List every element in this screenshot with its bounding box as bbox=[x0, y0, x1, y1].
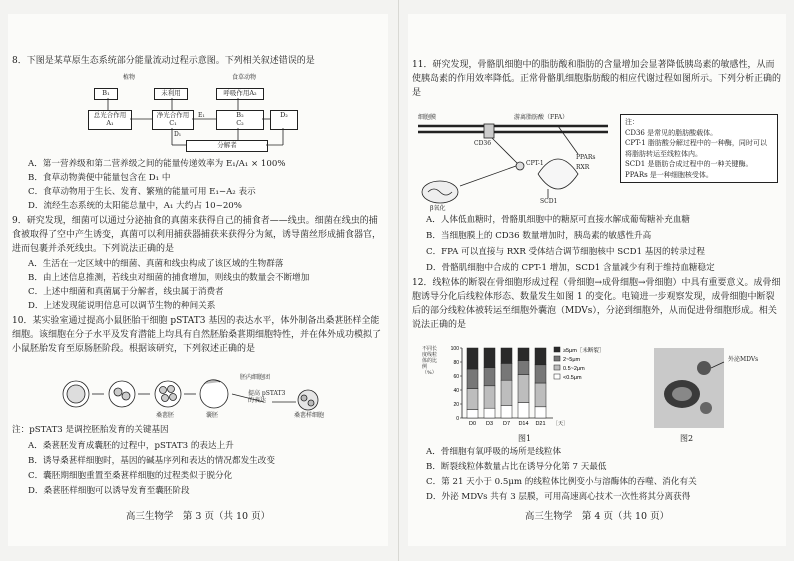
bar-segment bbox=[535, 383, 546, 407]
q10-diagram bbox=[8, 372, 388, 422]
q8-option-b: B．食草动物粪便中能量包含在 D₁ 中 bbox=[28, 173, 171, 183]
q8-stem: 8．下图是某草原生态系统部分能量流动过程示意图。下列相关叙述错误的是 bbox=[12, 56, 315, 66]
unused-box: 未利用 bbox=[154, 88, 188, 100]
q11-option-a: A．人体低血糖时，骨骼肌细胞中的糖原可直接水解成葡萄糖补充血糖 bbox=[426, 215, 691, 225]
b1-box: B₁ bbox=[94, 88, 118, 100]
bar-segment bbox=[484, 348, 495, 368]
q10-option-a: A．桑葚胚发育成囊胚的过程中，pSTAT3 的表达上升 bbox=[28, 441, 234, 451]
cpt1-label: CPT-1 bbox=[526, 160, 544, 167]
q11-option-b: B．当细胞膜上的 CD36 数量增加时，胰岛素的敏感性升高 bbox=[426, 231, 652, 241]
q12-option-c: C．第 21 天小于 0.5μm 的线粒体比例变小与溶酶体的吞噬、消化有关 bbox=[426, 477, 697, 487]
bar-segment bbox=[467, 410, 478, 418]
bar-segment bbox=[484, 386, 495, 408]
x-tick-label: D3 bbox=[485, 421, 494, 427]
x-tick-label: D0 bbox=[468, 421, 477, 427]
like-cell-label: 桑葚样细胞 bbox=[294, 412, 325, 419]
q9-option-a: A．生活在一定区域中的细菌、真菌和线虫构成了该区域的生物群落 bbox=[28, 259, 284, 269]
plant-label: 植物 bbox=[123, 74, 136, 81]
legend-swatch bbox=[554, 356, 560, 361]
d2-box: D₂ bbox=[270, 110, 298, 130]
q11-note-line: PPARs 是一种细胞核受体。 bbox=[625, 170, 713, 179]
legend-entry: 0.5~2μm bbox=[563, 366, 585, 372]
y-tick-label: 0 bbox=[456, 416, 459, 422]
resp-box: 呼吸作用A₂ bbox=[216, 88, 264, 100]
y-tick-label: 100 bbox=[450, 346, 459, 352]
q11-diagram bbox=[408, 14, 788, 124]
bar-segment bbox=[501, 348, 512, 363]
bar-segment bbox=[535, 348, 546, 365]
mito-label: β氧化 bbox=[430, 205, 446, 212]
bar-segment bbox=[467, 389, 478, 410]
q8-arrows bbox=[8, 14, 388, 164]
fig1-caption: 图1 bbox=[518, 434, 532, 443]
q11-option-d: D．骨骼肌细胞中合成的 CPT-1 增加，SCD1 含量减少有利于维持血糖稳定 bbox=[426, 263, 715, 273]
cd36-label: CD36 bbox=[474, 140, 492, 147]
footer-right: 高三生物学 第 4 页（共 10 页） bbox=[524, 511, 670, 522]
bar-segment bbox=[518, 361, 529, 375]
y-tick-label: 20 bbox=[453, 402, 459, 408]
legend-swatch bbox=[554, 365, 560, 370]
q12-figure2-image bbox=[654, 348, 724, 428]
morula-label: 桑葚胚 bbox=[156, 412, 175, 419]
y-tick-label: 40 bbox=[453, 388, 459, 394]
q11-option-c: C．FPA 可以直接与 RXR 受体结合调节细胞核中 SCD1 基因的转录过程 bbox=[426, 247, 705, 257]
icm-label: 胚内细胞团 bbox=[240, 374, 271, 381]
q10-stem: 10．某实验室通过提高小鼠胚胎干细胞 pSTAT3 基因的表达水平，体外制备出桑葚胚样全能细胞。该细胞在分子水平及发育潜能上均具有自然胚胎桑葚期细胞特性，并在体外成功模拟了小鼠胚胎发育至原肠胚阶段。根据该研究，下列叙述正确的是 bbox=[12, 316, 382, 354]
q8-option-a: A．第一营养级和第二营养级之间的能量传递效率为 E₁/A₁ × 100% bbox=[28, 159, 286, 169]
q8-option-d: D．流经生态系统的太阳能总量中，A₁ 大约占 10~20% bbox=[28, 201, 242, 211]
bar-segment bbox=[501, 405, 512, 418]
q10-note: 注：pSTAT3 是调控胚胎发育的关键基因 bbox=[12, 425, 169, 435]
q12-figure1-chart bbox=[444, 340, 624, 430]
bar-segment bbox=[535, 407, 546, 418]
legend-swatch bbox=[554, 374, 560, 379]
q12-option-a: A．骨细胞有氧呼吸的场所是线粒体 bbox=[426, 447, 562, 457]
legend-entry: 2~5μm bbox=[563, 357, 581, 363]
exam-page-4 bbox=[408, 14, 786, 546]
q8-option-c: C．食草动物用于生长、发育、繁殖的能量可用 E₁−A₂ 表示 bbox=[28, 187, 256, 197]
bar-segment bbox=[535, 365, 546, 383]
photo-label: 总光合作用 bbox=[93, 111, 127, 119]
q9-stem: 9．研究发现，细菌可以通过分泌抽食的真菌来获得自己的捕食者——线虫。细菌在线虫的捕食被取得了空中产生诱变，真菌可以利用捕获器捕获来获得分为氮，诱导菌丝形成捕食器官，进而包裹并杀死线虫。下列说法正确的是 bbox=[12, 216, 382, 254]
footer-left: 高三生物学 第 3 页（共 10 页） bbox=[125, 511, 271, 522]
fig2-caption: 图2 bbox=[680, 434, 694, 443]
bar-segment bbox=[501, 380, 512, 405]
q9-option-d: D．上述发现能说明信息可以调节生物的种间关系 bbox=[28, 301, 216, 311]
q12-stem: 12．线粒体的断裂在骨细胞形成过程（骨细胞→成骨细胞→骨细胞）中具有重要意义。成骨细胞诱导分化后线粒体形态、数量发生如图 1 的变化。电镜进一步观察发现，成骨细胞中断裂后的部分线粒体被转运至细胞外囊泡（MDVs），分泌到细胞外，从而促进骨细胞形成。相关说法正确的是 bbox=[412, 278, 781, 330]
y-tick-label: 80 bbox=[453, 360, 459, 366]
bar-segment bbox=[518, 403, 529, 418]
q9-option-b: B．由上述信息推测，若线虫对细菌的捕食增加，则线虫的数量会不断增加 bbox=[28, 273, 310, 283]
q11-note-line: SCD1 是脂肪合成过程中的一种关键酶。 bbox=[625, 160, 753, 168]
q11-note-line: CD36 是常见的脂肪酸载体。 bbox=[625, 128, 718, 137]
c1-label: C₁ bbox=[169, 119, 177, 127]
q11-note-line: CPT-1 脂肪酸分解过程中的一种酶，同时可以将脂肪转运至线粒体内。 bbox=[625, 139, 767, 158]
y-tick-label: 60 bbox=[453, 374, 459, 380]
x-unit-label: ［天］ bbox=[553, 421, 569, 427]
legend-entry: <0.5μm bbox=[563, 375, 582, 381]
x-tick-label: D7 bbox=[502, 421, 511, 427]
e1-label: E₁ bbox=[198, 112, 205, 119]
q11-stem: 11．研究发现，骨骼肌细胞中的脂肪酸和脂肪的含量增加会显著降低胰岛素的敏感性，从而使胰岛素的作用效率降低。正常骨骼肌细胞脂肪酸的相应代谢过程如图所示。下列分析正确的是 bbox=[412, 60, 782, 98]
exam-page-3 bbox=[8, 14, 388, 546]
q10-option-b: B．诱导桑葚样细胞时，基因的碱基序列和表达的情况都发生改变 bbox=[28, 456, 275, 466]
rxr-label: RXR bbox=[576, 164, 590, 171]
c2-label: C₂ bbox=[236, 119, 244, 127]
consumer-label: 食草动物 bbox=[232, 74, 257, 81]
q11-note-line: 注： bbox=[625, 118, 639, 126]
fig1-ylabel: 不同长度线粒体的比例（%） bbox=[422, 346, 438, 376]
scd1-label: SCD1 bbox=[540, 198, 558, 205]
b2-label: B₂ bbox=[236, 111, 244, 119]
x-tick-label: D14 bbox=[518, 421, 529, 427]
q9-option-c: C．上述中细菌和真菌属于分解者，线虫属于消费者 bbox=[28, 287, 224, 297]
q11-note-box bbox=[620, 114, 778, 183]
bar-segment bbox=[484, 368, 495, 386]
q12-option-b: B．断裂线粒体数量占比在诱导分化第 7 天最低 bbox=[426, 462, 607, 472]
page-seam bbox=[398, 0, 399, 561]
q10-option-c: C．囊胚期细胞重置至桑葚样细胞的过程类似于脱分化 bbox=[28, 471, 233, 481]
blastula-label: 囊胚 bbox=[206, 412, 219, 419]
raise-label: 提高 pSTAT3 的表达 bbox=[248, 390, 286, 404]
q10-option-d: D．桑葚胚样细胞可以诱导发育至囊胚阶段 bbox=[28, 486, 190, 496]
legend-swatch bbox=[554, 347, 560, 352]
bar-segment bbox=[467, 369, 478, 389]
bar-segment bbox=[484, 408, 495, 418]
x-tick-label: D21 bbox=[535, 421, 546, 427]
ffa-label: 游离脂肪酸（FFA） bbox=[514, 114, 569, 121]
d1-label: D₁ bbox=[174, 131, 182, 138]
ppar-label: PPARs bbox=[576, 154, 596, 161]
net-label: 净光合作用 bbox=[156, 111, 190, 119]
bar-segment bbox=[501, 363, 512, 380]
legend-entry: ≥5μm［未断裂］ bbox=[563, 348, 605, 354]
q12-option-d: D．外泌 MDVs 共有 3 层膜，可用高速离心技术一次性将其分离获得 bbox=[426, 492, 691, 502]
bar-segment bbox=[518, 375, 529, 403]
bar-segment bbox=[467, 348, 478, 369]
bar-segment bbox=[518, 348, 529, 361]
decomposer-box: 分解者 bbox=[186, 140, 268, 152]
a1-label: A₁ bbox=[106, 119, 114, 127]
membrane-label: 细胞膜 bbox=[418, 114, 437, 121]
fig2-label: 外泌MDVs bbox=[728, 356, 759, 363]
